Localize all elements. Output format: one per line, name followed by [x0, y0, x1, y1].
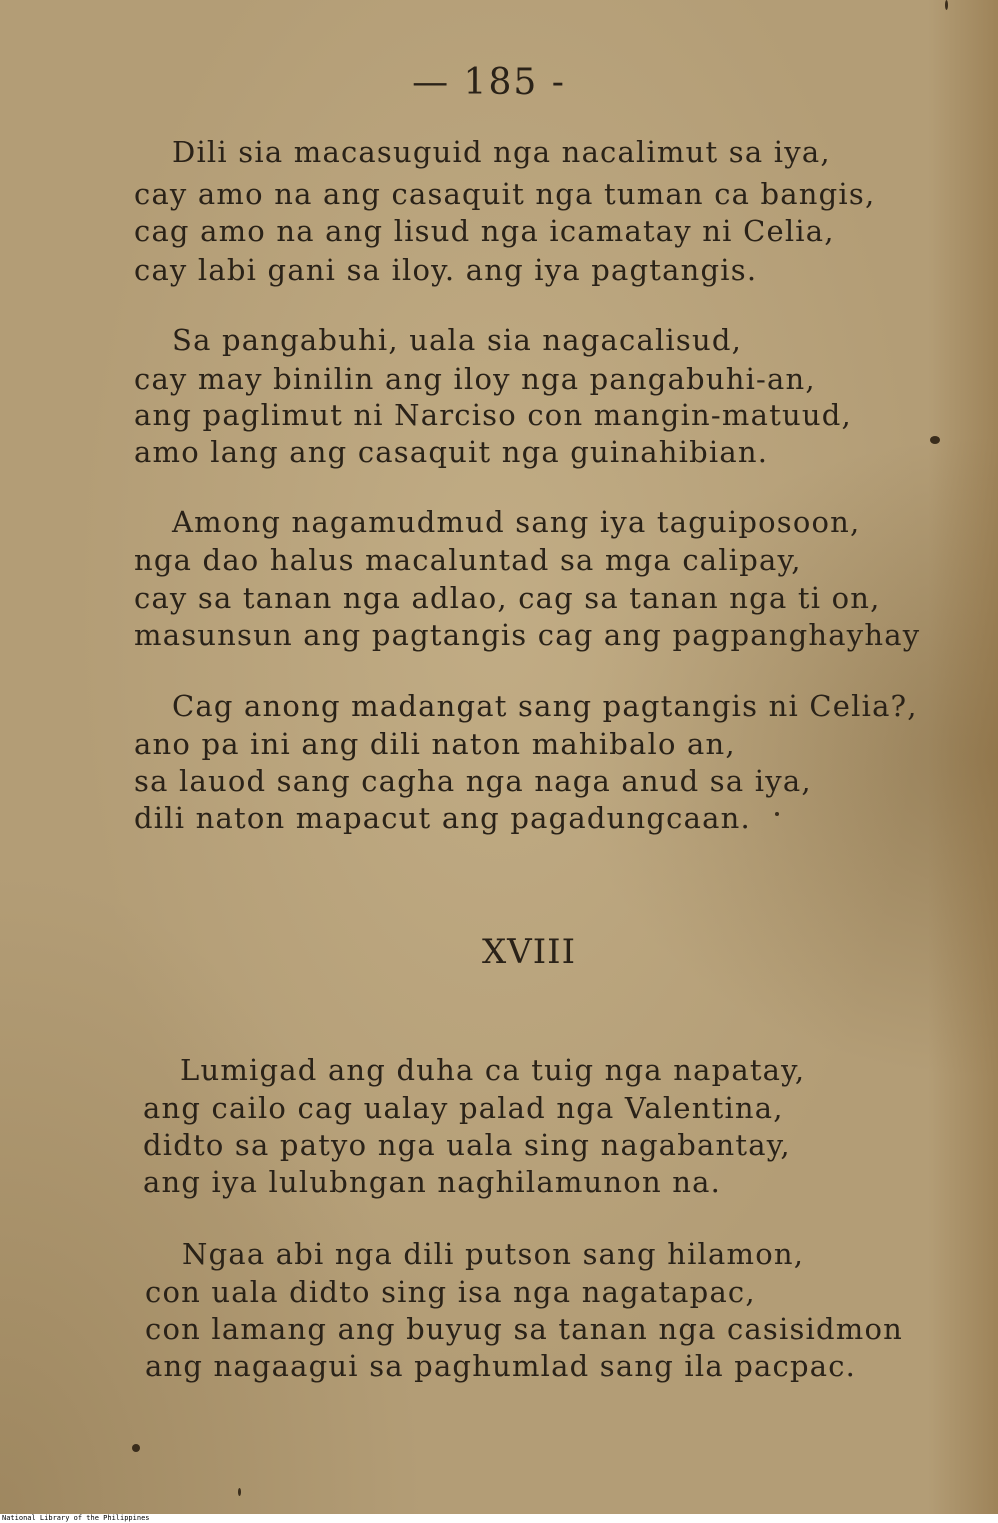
verse-line: con uala didto sing isa nga nagatapac, [145, 1275, 756, 1309]
chapter-heading: XVIII [481, 932, 577, 972]
verse-line: con lamang ang buyug sa tanan nga casisidmon [145, 1312, 904, 1346]
verse-line: Ngaa abi nga dili putson sang hilamon, [182, 1237, 805, 1271]
verse-line: ang paglimut ni Narciso con mangin-matuud, [134, 398, 852, 432]
verse-line: cay sa tanan nga adlao, cag sa tanan nga ti on, [134, 581, 881, 615]
paper-speck [945, 0, 948, 10]
verse-line: Cag anong madangat sang pagtangis ni Celia?, [172, 689, 918, 723]
page-edge-shadow [928, 0, 998, 1514]
verse-line: cay amo na ang casaquit nga tuman ca bangis, [134, 177, 876, 211]
page-number: — 185 - [412, 62, 566, 103]
verse-line: cay may binilin ang iloy nga pangabuhi-an, [134, 362, 816, 396]
verse-line: Lumigad ang duha ca tuig nga napatay, [180, 1053, 806, 1087]
paper-speck [238, 1488, 241, 1496]
verse-line: ang iya lulubngan naghilamunon na. [143, 1165, 722, 1199]
verse-line: sa lauod sang cagha nga naga anud sa iya, [134, 764, 812, 798]
verse-line: ano pa ini ang dili naton mahibalo an, [134, 727, 736, 761]
verse-line: dili naton mapacut ang pagadungcaan. [134, 801, 751, 835]
paper-speck [930, 436, 940, 444]
paper-speck [775, 812, 779, 816]
verse-line: Among nagamudmud sang iya taguiposoon, [172, 505, 861, 539]
verse-line: Dili sia macasuguid nga nacalimut sa iya, [172, 135, 831, 169]
footer-credit: National Library of the Philippines [2, 1514, 150, 1522]
verse-line: masunsun ang pagtangis cag ang pagpanghayhay [134, 618, 921, 652]
paper-speck [132, 1444, 140, 1452]
verse-line: ang cailo cag ualay palad nga Valentina, [143, 1091, 784, 1125]
verse-line: didto sa patyo nga uala sing nagabantay, [143, 1128, 791, 1162]
verse-line: nga dao halus macaluntad sa mga calipay, [134, 543, 802, 577]
verse-line: amo lang ang casaquit nga guinahibian. [134, 435, 769, 469]
verse-line: ang nagaagui sa paghumlad sang ila pacpac. [145, 1349, 857, 1383]
verse-line: Sa pangabuhi, uala sia nagacalisud, [172, 323, 743, 357]
verse-line: cag amo na ang lisud nga icamatay ni Celia, [134, 214, 835, 248]
verse-line: cay labi gani sa iloy. ang iya pagtangis. [134, 253, 758, 287]
